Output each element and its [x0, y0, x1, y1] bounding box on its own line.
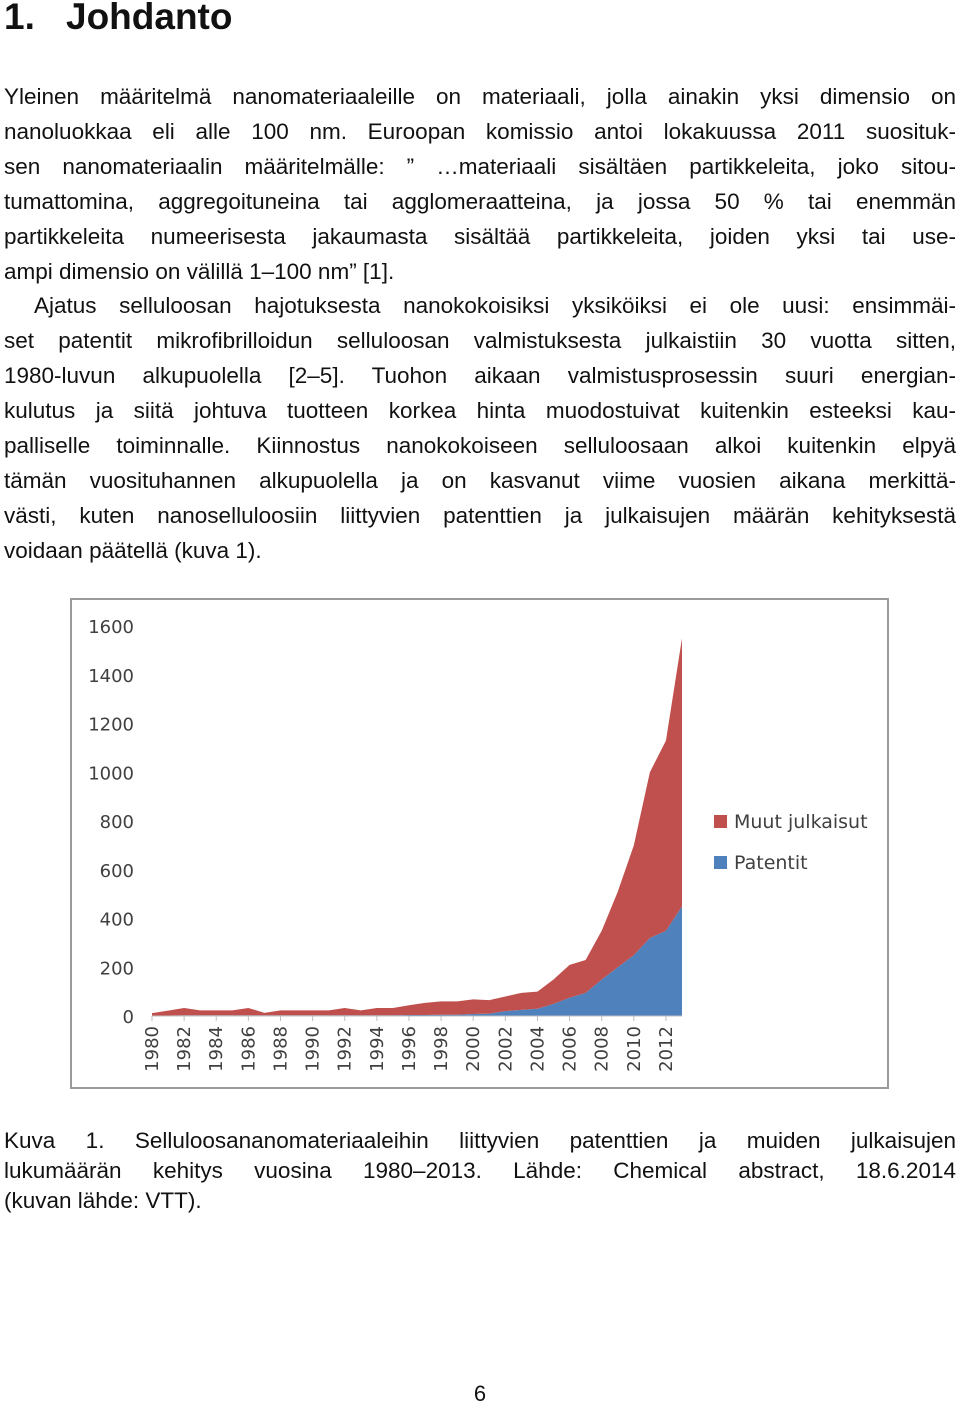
text-line: palliselle toiminnalle. Kiinnostus nanokokoiseen selluloosaan alkoi kuitenkin elpyä	[4, 433, 956, 458]
legend	[714, 811, 868, 874]
x-tick-label: 1982	[174, 1026, 196, 1072]
x-axis	[142, 1016, 677, 1072]
x-tick-label: 1986	[238, 1026, 260, 1072]
x-tick-label: 2006	[559, 1026, 581, 1072]
legend-label: Muut julkaisut	[734, 811, 868, 833]
section-title: Johdanto	[66, 0, 233, 37]
x-tick-label: 1992	[334, 1026, 356, 1072]
section-heading	[4, 0, 232, 42]
y-tick-label: 1400	[88, 665, 134, 687]
page-number: 6	[473, 1381, 487, 1406]
text-line: set patentit mikrofibrilloidun selluloosan valmistuksesta julkaistiin 30 vuotta sitten,	[4, 328, 956, 353]
x-tick-label: 2000	[463, 1026, 485, 1072]
text-line: kulutus ja siitä johtuva tuotteen korkea hinta muodostuivat kuitenkin esteeksi kau-	[4, 398, 956, 423]
text-line: Ajatus selluloosan hajotuksesta nanokokoisiksi yksiköiksi ei ole uusi: ensimmäi-	[34, 293, 956, 318]
x-tick-label: 1994	[366, 1026, 388, 1072]
x-tick-label: 2004	[527, 1026, 549, 1072]
y-axis	[88, 617, 134, 1028]
text-line: västi, kuten nanoselluloosiin liittyvien patenttien ja julkaisujen määrän kehityksestä	[4, 503, 956, 528]
y-tick-label: 1600	[88, 617, 134, 638]
text-line: 1980-luvun alkupuolella [2–5]. Tuohon aikaan valmistusprosessin suuri energian-	[4, 363, 956, 388]
x-tick-label: 1998	[431, 1026, 453, 1072]
text-line: tämän vuosituhannen alkupuolella ja on kasvanut viime vuosien aikana merkittä-	[4, 468, 956, 493]
plot-areas	[152, 638, 682, 1016]
paragraph-history	[4, 288, 956, 568]
text-line: sen nanomateriaalin määritelmälle: ” …materiaali sisältäen partikkeleita, joko sitou-	[4, 154, 956, 179]
x-tick-label: 2010	[623, 1026, 645, 1072]
y-tick-label: 600	[99, 860, 134, 882]
paragraph-definition	[4, 79, 956, 289]
caption-line: lukumäärän kehitys vuosina 1980–2013. Lähde: Chemical abstract, 18.6.2014	[4, 1158, 956, 1183]
x-tick-label: 1988	[270, 1026, 292, 1072]
text-line: Yleinen määritelmä nanomateriaaleille on materiaali, jolla ainakin yksi dimensio on	[4, 84, 956, 109]
x-tick-label: 2012	[655, 1026, 677, 1072]
text-line: nanoluokkaa eli alle 100 nm. Euroopan komissio antoi lokakuussa 2011 suosituk-	[4, 119, 956, 144]
x-tick-label: 2002	[495, 1026, 517, 1072]
x-tick-label: 1996	[398, 1026, 420, 1072]
legend-swatch	[714, 856, 727, 869]
figure-caption	[4, 1126, 956, 1216]
x-tick-label: 1990	[302, 1026, 324, 1072]
y-tick-label: 1000	[88, 763, 134, 785]
text-line: partikkeleita numeerisesta jakaumasta sisältää partikkeleita, joiden yksi tai use-	[4, 224, 956, 249]
caption-line: (kuvan lähde: VTT).	[4, 1188, 202, 1213]
text-line: tumattomina, aggregoituneina tai agglomeraatteina, ja jossa 50 % tai enemmän	[4, 189, 956, 214]
figure-frame	[70, 598, 889, 1089]
text-line: ampi dimensio on välillä 1–100 nm” [1].	[4, 259, 395, 284]
y-tick-label: 800	[99, 812, 134, 833]
caption-line: Kuva 1. Selluloosananomateriaaleihin liittyvien patenttien ja muiden julkaisujen	[4, 1128, 956, 1153]
x-tick-label: 2008	[591, 1026, 613, 1072]
publications-area-chart	[72, 600, 887, 1087]
y-tick-label: 1200	[88, 714, 134, 736]
y-tick-label: 0	[122, 1007, 134, 1028]
y-tick-label: 200	[99, 958, 134, 980]
series-area-muut-julkaisut	[152, 638, 682, 1015]
legend-swatch	[714, 815, 727, 828]
section-number: 1.	[4, 0, 35, 37]
y-tick-label: 400	[99, 909, 134, 931]
x-tick-label: 1984	[206, 1026, 228, 1072]
legend-label: Patentit	[734, 852, 808, 874]
x-tick-label: 1980	[142, 1026, 163, 1072]
text-line: voidaan päätellä (kuva 1).	[4, 538, 262, 563]
